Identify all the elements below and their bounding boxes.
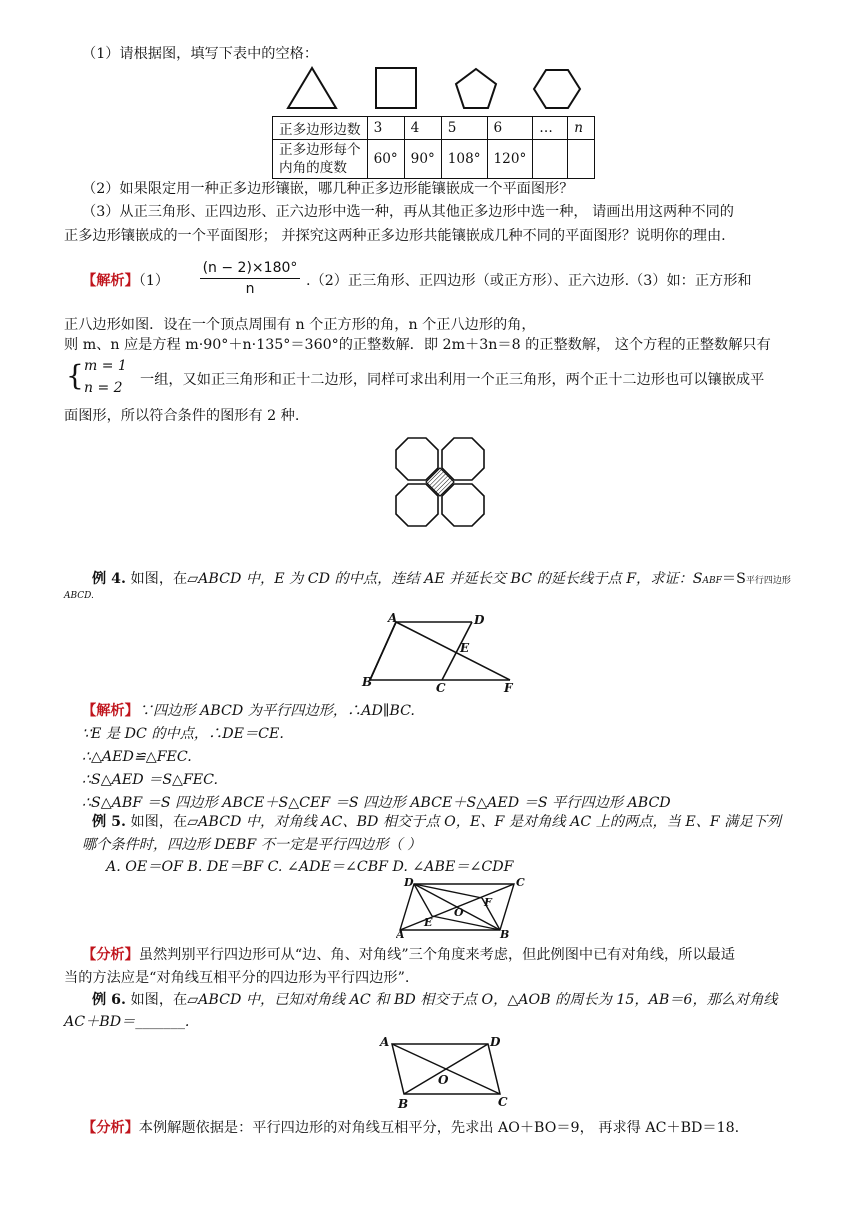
solution-1-line1 [82, 271, 169, 291]
table-cell [533, 140, 568, 179]
example-4-solution-5: ∴S△ABF ＝S 四边形 ABCE＋S△CEF ＝S 四边形 ABCE＋S△AED ＝S 平行四边形 ABCD [82, 795, 671, 811]
parallelogram-icon: ▱ [187, 571, 199, 587]
label-E: E [460, 641, 470, 655]
system-eq-1: m = 1 [84, 358, 127, 374]
text: ABCD 中，E 为 CD 的中点，连结 AE 并延长交 BC 的延长线于点 F，求证：S [198, 571, 703, 587]
example-4-solution-2: ∵E 是 DC 的中点，∴DE＝CE. [82, 726, 284, 742]
table-cell [273, 140, 368, 179]
table-cell: 108° [441, 140, 487, 179]
question-3-line2: 正多边形镶嵌成的一个平面图形； 并探究这两种正多边形共能镶嵌成几种不同的平面图形？说明你的理由. [64, 228, 726, 244]
example-5-options: A. OE＝OF B. DE＝BF C. ∠ADE＝∠CBF D. ∠ABE＝∠CDF [106, 859, 514, 875]
fraction-denominator: n [245, 281, 255, 297]
example-4-line2: ABCD. [64, 591, 94, 601]
example-title: 例 5. [92, 814, 126, 830]
label-B: B [398, 1097, 409, 1111]
table-cell: … [533, 117, 568, 140]
label-D: D [404, 876, 414, 889]
text: ＝S [721, 571, 746, 587]
parallelogram-icon: ▱ [187, 992, 199, 1008]
square-shape [376, 68, 416, 108]
solution-1-line4: 一组，又如正三角形和正十二边形，同样可求出利用一个正三角形，两个正十二边形也可以镶嵌成平 [140, 372, 765, 388]
solution-1-line5: 面图形，所以符合条件的图形有 2 种. [64, 408, 300, 424]
table-cell: 60° [367, 140, 404, 179]
text: 虽然判别平行四边形可从“边、角、对角线”三个角度来考虑，但此例图中已有对角线，所以最适 [138, 947, 735, 963]
label-B: B [500, 928, 510, 938]
example-6-figure [376, 1032, 516, 1112]
analysis-tag: 【解析】 [82, 703, 139, 719]
text: 如图，在 [130, 814, 188, 830]
example-title: 例 6. [92, 992, 126, 1008]
solution-1-line2: 正八边形如图．设在一个顶点周围有 n 个正方形的角，n 个正八边形的角， [64, 317, 536, 333]
example-title: 例 4. [92, 571, 126, 587]
text: 如图，在 [130, 571, 188, 587]
label-A: A [388, 612, 398, 625]
parallelogram-icon: ▱ [187, 814, 199, 830]
example-4-solution-1 [82, 701, 415, 721]
text: ABCD 中，已知对角线 AC 和 BD 相交于点 O，△AOB 的周长为 15，AB＝6，那么对角线 [198, 992, 778, 1008]
text: 本例解题依据是：平行四边形的对角线互相平分，先求出 AO＋BO＝9， 再求得 AC＋BD＝18. [138, 1120, 740, 1136]
table-cell: 4 [404, 117, 441, 140]
example-6-analysis [82, 1118, 739, 1138]
question-2: （2）如果限定用一种正多边形镶嵌，哪几种正多边形能镶嵌成一个平面图形？ [82, 181, 574, 197]
table-cell: 3 [367, 117, 404, 140]
analysis-tag: 【解析】 [82, 273, 139, 289]
fraction [200, 260, 300, 297]
label-D: D [474, 613, 485, 627]
example-5-analysis-1 [82, 945, 735, 965]
label-C: C [516, 876, 525, 889]
octagon-tessellation-figure [394, 436, 486, 528]
fraction-numerator: (n − 2)×180° [200, 260, 300, 279]
question-3-line1: （3）从正三角形、正四边形、正六边形中选一种，再从其他正多边形中选一种， 请画出用这两种不同的 [82, 204, 734, 220]
polygons-figure [280, 62, 600, 114]
example-5-line2: 哪个条件时，四边形 DEBF 不一定是平行四边形（ ） [82, 837, 422, 853]
label-B: B [362, 675, 373, 689]
label-C: C [498, 1095, 508, 1109]
label-D: D [490, 1035, 501, 1049]
label-F: F [504, 681, 513, 695]
label-O: O [454, 906, 464, 919]
example-6-line2: AC＋BD＝_______. [64, 1014, 190, 1030]
analysis-tag: 【分析】 [82, 947, 139, 963]
label-A: A [396, 928, 405, 938]
label-O: O [438, 1073, 449, 1087]
text: （1） [138, 273, 170, 289]
hatched-square [426, 468, 454, 496]
system-brace-icon: { [66, 359, 84, 392]
example-5-analysis-2: 当的方法应是“对角线互相平分的四边形为平行四边形”. [64, 970, 410, 986]
table-cell: 5 [441, 117, 487, 140]
label-C: C [436, 681, 446, 695]
table-cell [568, 140, 595, 179]
row-label-line: 正多边形每个 [279, 142, 361, 158]
subscript: 平行四边形 [745, 576, 791, 586]
table-cell: 6 [487, 117, 533, 140]
text: ∵四边形 ABCD 为平行四边形，∴AD∥BC. [138, 703, 415, 719]
label-E: E [424, 916, 433, 929]
text: 如图，在 [130, 992, 188, 1008]
table-cell: 90° [404, 140, 441, 179]
example-4-solution-3: ∴△AED≌△FEC. [82, 749, 192, 765]
example-4-line1 [92, 569, 791, 591]
polygon-angle-table [272, 116, 595, 179]
example-5-line1 [92, 812, 781, 832]
example-4-figure [360, 612, 520, 696]
solution-1-line1-rest: .（2）正三角形、正四边形（或正方形）、正六边形.（3）如：正方形和 [306, 273, 752, 289]
table-cell: n [568, 117, 595, 140]
table-row [273, 117, 595, 140]
solution-1-line3: 则 m、n 应是方程 m·90°＋n·135°＝360°的正整数解．即 2m＋3n＝8 的正整数解， 这个方程的正整数解只有 [64, 337, 771, 353]
question-1: （1）请根据图，填写下表中的空格： [82, 46, 319, 62]
example-6-line1 [92, 990, 778, 1010]
subscript: ABF [702, 576, 722, 586]
table-cell: 正多边形边数 [273, 117, 368, 140]
example-5-figure [396, 876, 526, 938]
hexagon-shape [534, 70, 580, 108]
table-row [273, 140, 595, 179]
example-4-solution-4: ∴S△AED ＝S△FEC. [82, 772, 219, 788]
analysis-tag: 【分析】 [82, 1120, 139, 1136]
text: ABCD 中，对角线 AC、BD 相交于点 O，E、F 是对角线 AC 上的两点，当 E、F 满足下列 [198, 814, 782, 830]
label-A: A [380, 1035, 390, 1049]
label-F: F [484, 896, 492, 909]
row-label-line: 内角的度数 [279, 160, 347, 176]
system-eq-2: n = 2 [84, 380, 123, 396]
pentagon-shape [456, 69, 496, 108]
table-cell: 120° [487, 140, 533, 179]
triangle-shape [288, 68, 336, 108]
